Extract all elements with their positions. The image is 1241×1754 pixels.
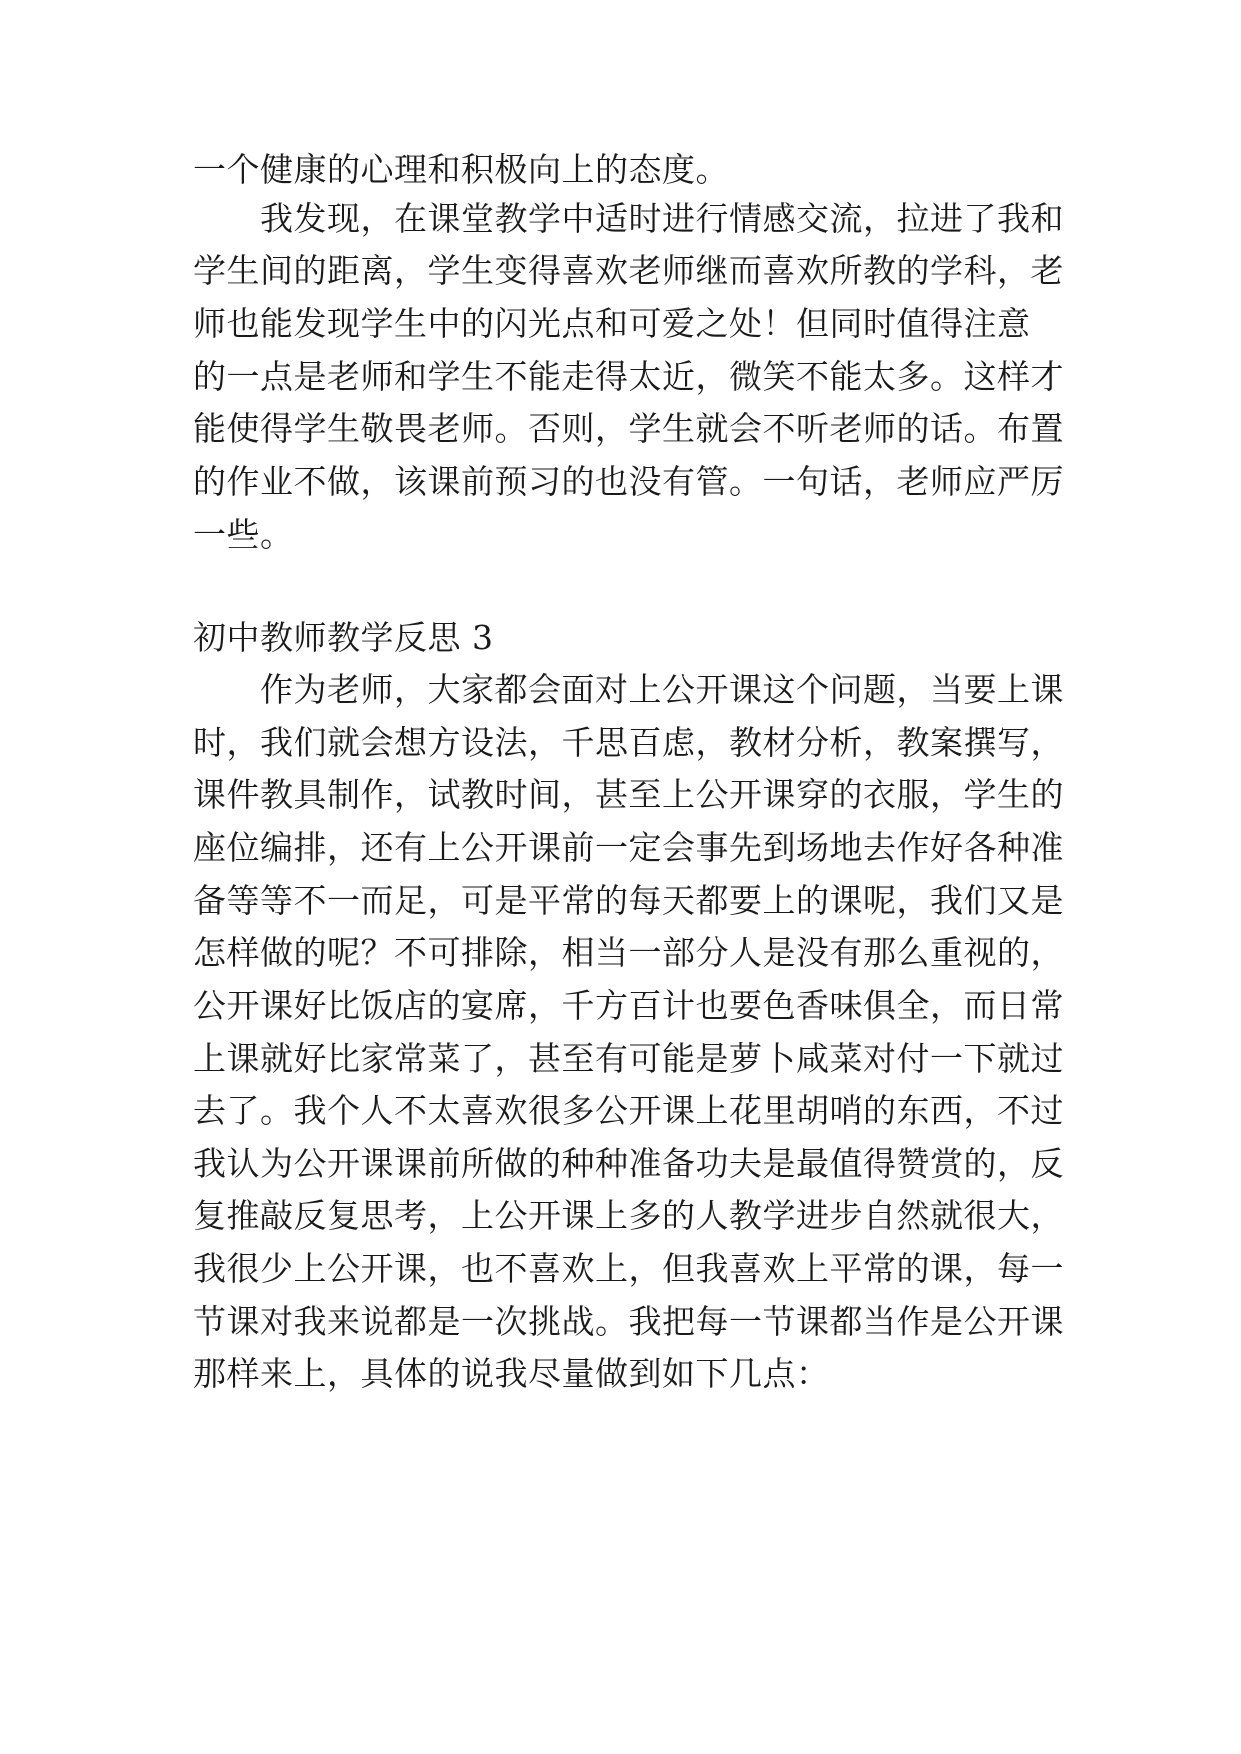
paragraph-line: 节课对我来说都是一次挑战。我把每一节课都当作是公开课 — [193, 1302, 1064, 1341]
paragraph-line: 课件教具制作，试教时间，甚至上公开课穿的衣服，学生的 — [193, 775, 1064, 814]
paragraph-line: 的作业不做，该课前预习的也没有管。一句话，老师应严厉 — [193, 462, 1064, 501]
paragraph-line: 那样来上，具体的说我尽量做到如下几点： — [193, 1354, 830, 1393]
paragraph-line: 座位编排，还有上公开课前一定会事先到场地去作好各种准 — [193, 828, 1064, 867]
paragraph-line: 我发现，在课堂教学中适时进行情感交流，拉进了我和 — [260, 199, 1064, 238]
paragraph-line: 去了。我个人不太喜欢很多公开课上花里胡哨的东西，不过 — [193, 1091, 1064, 1130]
paragraph-line: 一个健康的心理和积极向上的态度。 — [193, 150, 729, 189]
section-title: 初中教师教学反思 3 — [193, 618, 494, 657]
paragraph-line: 能使得学生敬畏老师。否则，学生就会不听老师的话。布置 — [193, 409, 1064, 448]
paragraph-line: 的一点是老师和学生不能走得太近，微笑不能太多。这样才 — [193, 357, 1064, 396]
paragraph-line: 我很少上公开课，也不喜欢上，但我喜欢上平常的课，每一 — [193, 1249, 1064, 1288]
paragraph-line: 备等等不一而足，可是平常的每天都要上的课呢，我们又是 — [193, 881, 1064, 920]
paragraph-line: 一些。 — [193, 515, 294, 554]
paragraph-line: 复推敲反复思考，上公开课上多的人教学进步自然就很大， — [193, 1196, 1064, 1235]
paragraph-line: 师也能发现学生中的闪光点和可爱之处！但同时值得注意 — [193, 304, 1031, 343]
paragraph-line: 时，我们就会想方设法，千思百虑，教材分析，教案撰写， — [193, 723, 1064, 762]
paragraph-line: 上课就好比家常菜了，甚至有可能是萝卜咸菜对付一下就过 — [193, 1039, 1064, 1078]
paragraph-line: 作为老师，大家都会面对上公开课这个问题，当要上课 — [260, 670, 1064, 709]
paragraph-line: 我认为公开课课前所做的种种准备功夫是最值得赞赏的，反 — [193, 1144, 1064, 1183]
paragraph-line: 怎样做的呢？不可排除，相当一部分人是没有那么重视的， — [193, 933, 1064, 972]
paragraph-line: 学生间的距离，学生变得喜欢老师继而喜欢所教的学科，老 — [193, 251, 1064, 290]
paragraph-line: 公开课好比饭店的宴席，千方百计也要色香味俱全，而日常 — [193, 986, 1064, 1025]
